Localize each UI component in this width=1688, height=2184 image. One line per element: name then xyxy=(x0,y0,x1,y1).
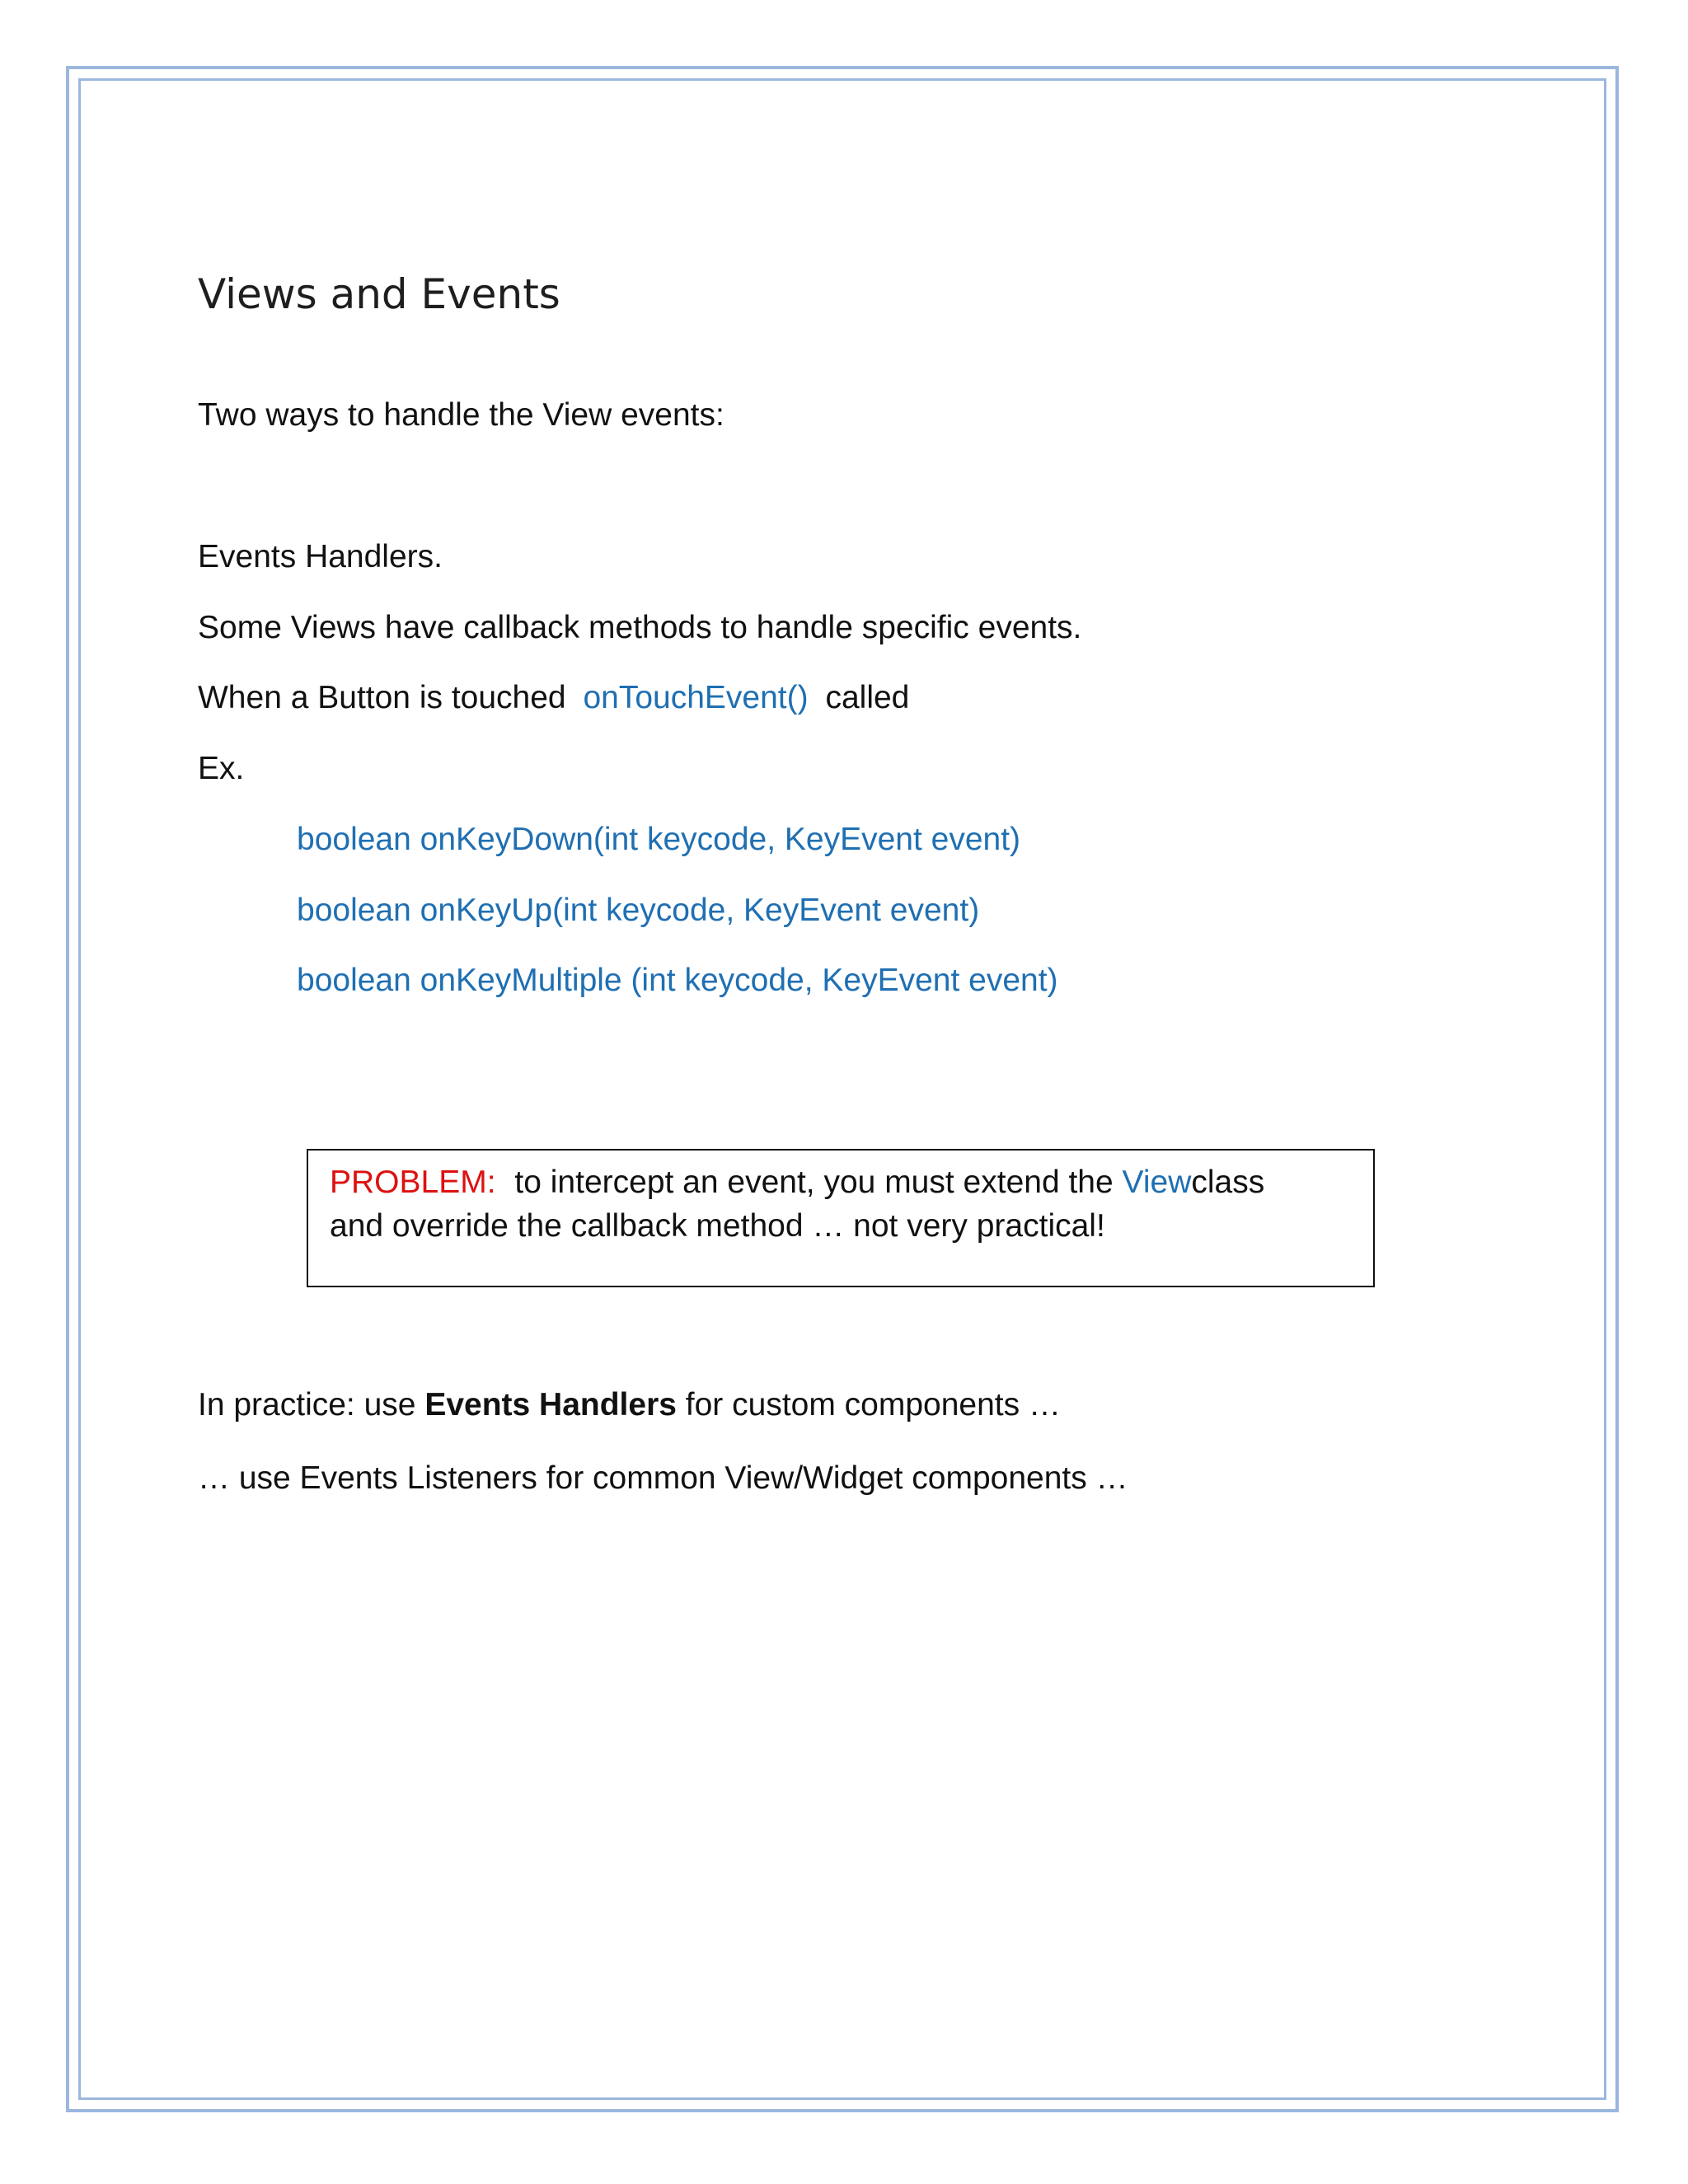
problem-label: PROBLEM: xyxy=(330,1165,496,1200)
section-heading: Events Handlers. xyxy=(198,539,443,574)
touch-event-line xyxy=(198,680,909,716)
practice-emphasis: Events Handlers xyxy=(424,1387,677,1422)
practice-line xyxy=(198,1387,1061,1423)
problem-line-2: and override the callback method … not very practical! xyxy=(330,1208,1105,1244)
problem-text-after: class xyxy=(1191,1165,1265,1200)
problem-view-word: View xyxy=(1122,1165,1192,1200)
problem-text-before: to intercept an event, you must extend the xyxy=(514,1165,1114,1200)
touch-event-method: onTouchEvent() xyxy=(583,680,809,715)
example-label: Ex. xyxy=(198,751,245,786)
practice-suffix: for custom components … xyxy=(685,1387,1061,1422)
problem-callout-box xyxy=(307,1149,1375,1287)
code-example-keymultiple: boolean onKeyMultiple (int keycode, KeyEvent event) xyxy=(297,963,1058,998)
listeners-line: … use Events Listeners for common View/Widget components … xyxy=(198,1460,1128,1496)
page-title: Views and Events xyxy=(198,270,560,318)
touch-line-prefix: When a Button is touched xyxy=(198,680,566,715)
problem-line-1 xyxy=(330,1160,1353,1204)
description-text: Some Views have callback methods to handle specific events. xyxy=(198,610,1082,645)
intro-text: Two ways to handle the View events: xyxy=(198,397,724,433)
touch-line-suffix: called xyxy=(825,680,910,715)
practice-prefix: In practice: use xyxy=(198,1387,416,1422)
code-example-keyup: boolean onKeyUp(int keycode, KeyEvent event) xyxy=(297,893,980,928)
code-example-keydown: boolean onKeyDown(int keycode, KeyEvent event) xyxy=(297,822,1021,857)
page-border-inner xyxy=(78,78,1606,2100)
